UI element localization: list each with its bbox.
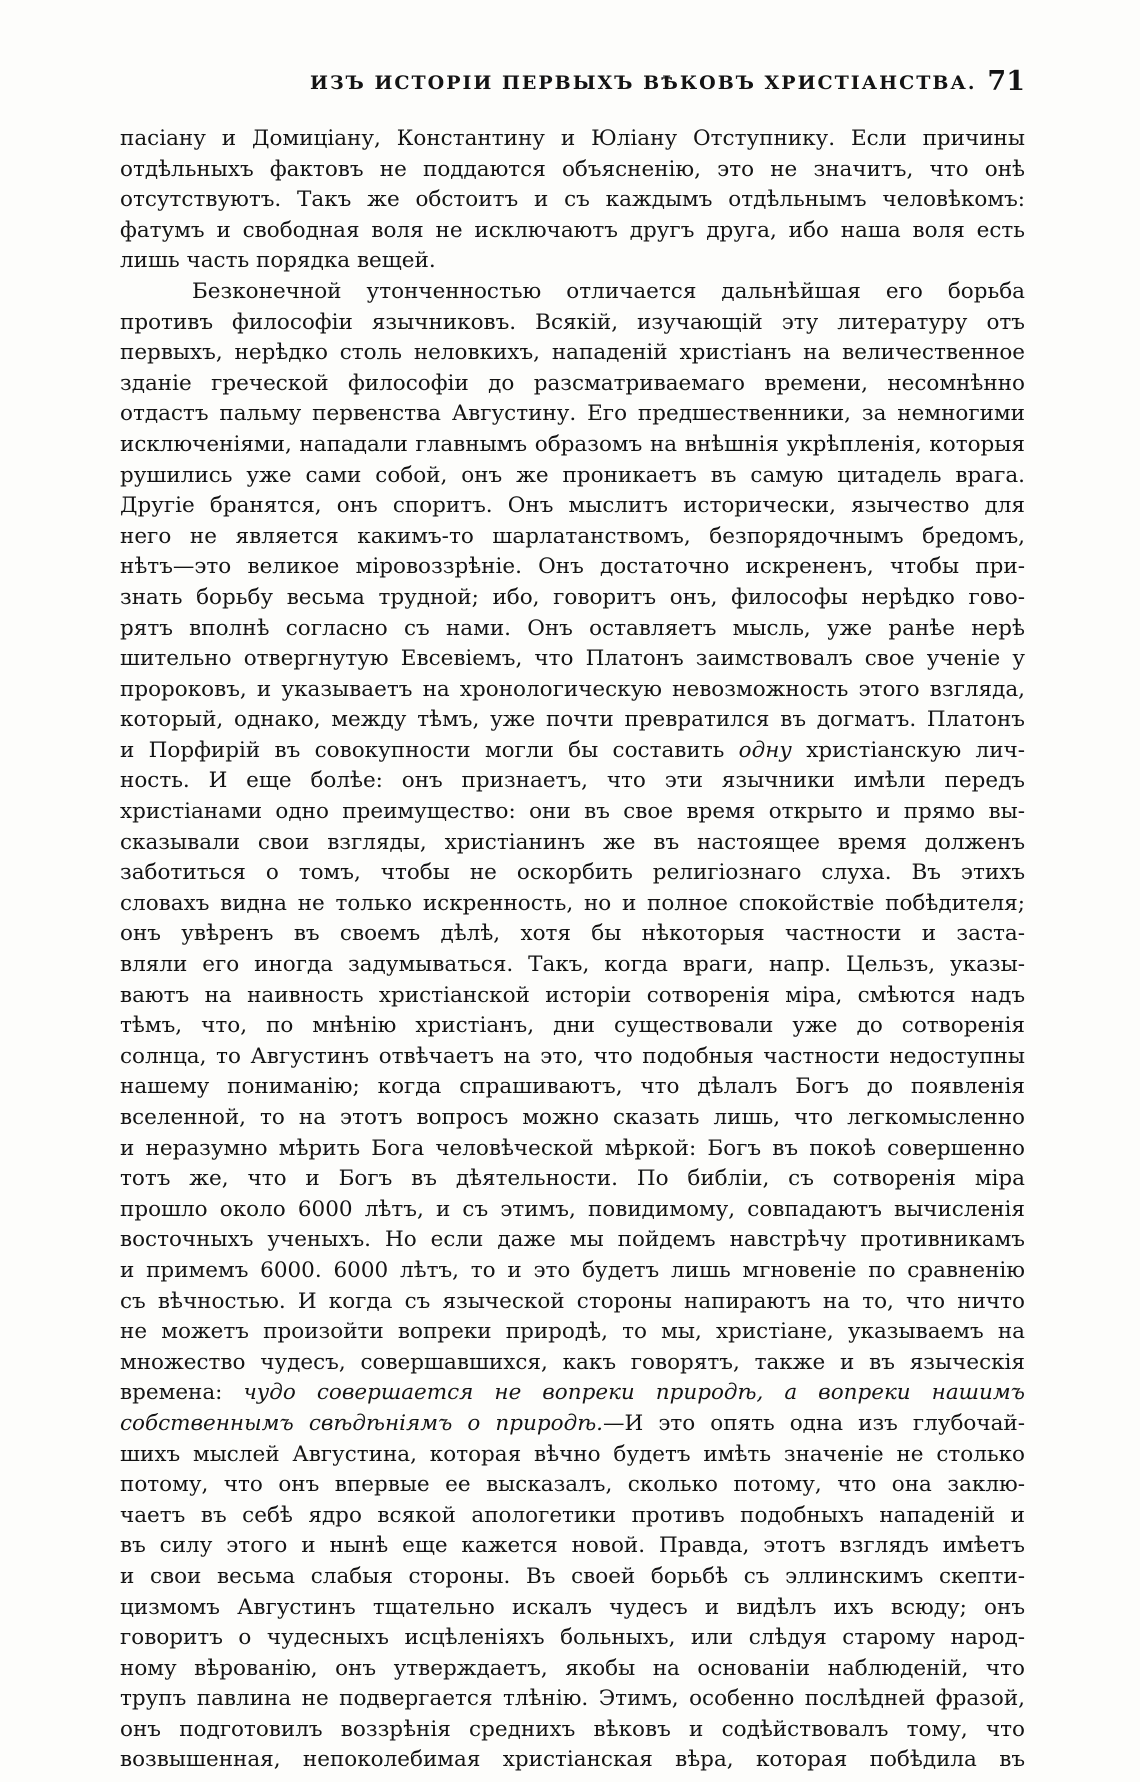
text-line: него не является какимъ-то шарлатанствомъ, безпорядочнымъ бредомъ, [120, 523, 1025, 549]
text-line: цизмомъ Августинъ тщательно искалъ чудесъ и видѣлъ ихъ всюду; онъ [120, 1594, 1025, 1620]
text-line: собственнымъ свѣдѣніямъ о природѣ.—И это опять одна изъ глубочай- [120, 1410, 1025, 1436]
text-line: ному вѣрованію, онъ утверждаетъ, якобы на основаніи наблюденій, что [120, 1655, 1025, 1681]
text-line: нѣтъ—это великое міровоззрѣніе. Онъ достаточно искрененъ, чтобы при- [120, 554, 1025, 580]
text-line: восточныхъ ученыхъ. Но если даже мы пойдемъ навстрѣчу противникамъ [120, 1227, 1025, 1253]
text-line: и неразумно мѣрить Бога человѣческой мѣркой: Богъ въ покоѣ совершенно [120, 1135, 1025, 1161]
text-line: вляли его иногда задумываться. Такъ, когда враги, напр. Цельзъ, указы- [120, 952, 1025, 978]
text-line: трупъ павлина не подвергается тлѣнію. Этимъ, особенно послѣдней фразой, [120, 1686, 1025, 1712]
text-line: знать борьбу весьма трудной; ибо, говоритъ онъ, философы нерѣдко гово- [120, 584, 1025, 610]
text-line: отдѣльныхъ фактовъ не поддаются объясненію, это не значитъ, что онѣ [120, 156, 1025, 182]
page-number: 71 [987, 66, 1025, 97]
running-header [120, 66, 1025, 100]
text-line: пророковъ, и указываетъ на хронологическую невозможность этого взгляда, [120, 676, 1025, 702]
text-line: Другіе бранятся, онъ споритъ. Онъ мыслитъ исторически, язычество для [120, 493, 1025, 519]
text-line: лишь часть порядка вещей. [120, 248, 436, 274]
text-line: тѣмъ, что, по мнѣнію христіанъ, дни существовали уже до сотворенія [120, 1013, 1025, 1039]
text-line: исключеніями, нападали главнымъ образомъ на внѣшнія укрѣпленія, которыя [120, 431, 1025, 457]
text-line: и примемъ 6000. 6000 лѣтъ, то и это будетъ лишь мгновеніе по сравненію [120, 1257, 1025, 1283]
text-line: времена: чудо совершается не вопреки природѣ, а вопреки нашимъ [120, 1380, 1025, 1406]
text-line: онъ увѣренъ въ своемъ дѣлѣ, хотя бы нѣкоторыя частности и заста- [120, 921, 1025, 947]
text-line: фатумъ и свободная воля не исключаютъ другъ друга, ибо наша воля есть [120, 217, 1025, 243]
text-line: чаетъ въ себѣ ядро всякой апологетики противъ подобныхъ нападеній и [120, 1502, 1025, 1528]
text-line: тотъ же, что и Богъ въ дѣятельности. По библіи, съ сотворенія міра [120, 1166, 1025, 1192]
text-line: сказывали свои взгляды, христіанинъ же въ настоящее время долженъ [120, 829, 1025, 855]
text-line: и свои весьма слабыя стороны. Въ своей борьбѣ съ эллинскимъ скепти- [120, 1563, 1025, 1589]
text-line: говоритъ о чудесныхъ исцѣленіяхъ больныхъ, или слѣдуя старому народ- [120, 1625, 1025, 1651]
text-line: ваютъ на наивность христіанской исторіи сотворенія міра, смѣются надъ [120, 982, 1025, 1008]
italic-emphasis: одну [738, 737, 792, 763]
text-line: рятъ вполнѣ согласно съ нами. Онъ оставляетъ мысль, уже ранѣе нерѣ [120, 615, 1025, 641]
italic-emphasis: чудо совершается не вопреки природѣ, а вопреки нашимъ [243, 1380, 1025, 1406]
running-title: ИЗЪ ИСТОРІИ ПЕРВЫХЪ ВѢКОВЪ ХРИСТІАНСТВА. [310, 72, 977, 94]
text-line: зданіе греческой философіи до разсматриваемаго времени, несомнѣнно [120, 370, 1025, 396]
text-line: отсутствуютъ. Такъ же обстоитъ и съ каждымъ отдѣльнымъ человѣкомъ: [120, 187, 1025, 213]
text-line: первыхъ, нерѣдко столь неловкихъ, нападеній христіанъ на величественное [120, 340, 1025, 366]
text-line: ность. И еще болѣе: онъ признаетъ, что эти язычники имѣли передъ [120, 768, 1025, 794]
text-line: солнца, то Августинъ отвѣчаетъ на это, что подобныя частности недоступны [120, 1043, 1025, 1069]
text-line: противъ философіи язычниковъ. Всякій, изучающій эту литературу отъ [120, 309, 1025, 335]
text-line: возвышенная, непоколебимая христіанская вѣра, которая побѣдила въ [120, 1747, 1025, 1773]
text-line: заботиться о томъ, чтобы не оскорбить религіознаго слуха. Въ этихъ [120, 860, 1025, 886]
text-line: вселенной, то на этотъ вопросъ можно сказать лишь, что легкомысленно [120, 1105, 1025, 1130]
text-line: христіанами одно преимущество: они въ свое время открыто и прямо вы- [120, 799, 1025, 825]
text-line: словахъ видна не только искренность, но и полное спокойствіе побѣдителя; [120, 890, 1025, 916]
text-line: прошло около 6000 лѣтъ, и съ этимъ, повидимому, совпадаютъ вычисленія [120, 1196, 1025, 1222]
text-line: потому, что онъ впервые ее высказалъ, сколько потому, что она заклю- [120, 1472, 1025, 1498]
text-line: съ вѣчностью. И когда съ языческой стороны напираютъ на то, что ничто [120, 1288, 1025, 1314]
text-line: въ силу этого и нынѣ еще кажется новой. Правда, этотъ взглядъ имѣетъ [120, 1533, 1025, 1559]
paragraph-start-line: Безконечной утонченностью отличается дальнѣйшая его борьба [192, 278, 1025, 304]
text-line: и Порфирій въ совокупности могли бы составить одну христіанскую лич- [120, 737, 1025, 763]
text-line: рушились уже сами собой, онъ же проникаетъ въ самую цитадель врага. [120, 462, 1025, 488]
text-line: онъ подготовилъ воззрѣнія среднихъ вѣковъ и содѣйствовалъ тому, что [120, 1716, 1025, 1742]
text-line: пасіану и Домиціану, Константину и Юліану Отступнику. Если причины [120, 126, 1025, 151]
text-line: шихъ мыслей Августина, которая вѣчно будетъ имѣть значеніе не столько [120, 1441, 1025, 1467]
text-line: который, однако, между тѣмъ, уже почти превратился въ догматъ. Платонъ [120, 707, 1025, 733]
text-line: множество чудесъ, совершавшихся, какъ говорятъ, также и въ языческія [120, 1349, 1025, 1375]
text-line: не можетъ произойти вопреки природѣ, то мы, христіане, указываемъ на [120, 1319, 1025, 1345]
text-line: отдастъ пальму первенства Августину. Его предшественники, за немногими [120, 401, 1025, 427]
text-line: шительно отвергнутую Евсевіемъ, что Платонъ заимствовалъ свое ученіе у [120, 646, 1025, 672]
body-text [120, 124, 1025, 1776]
italic-emphasis: собственнымъ свѣдѣніямъ о природѣ. [120, 1410, 604, 1436]
text-line: нашему пониманію; когда спрашиваютъ, что дѣлалъ Богъ до появленія [120, 1074, 1025, 1100]
